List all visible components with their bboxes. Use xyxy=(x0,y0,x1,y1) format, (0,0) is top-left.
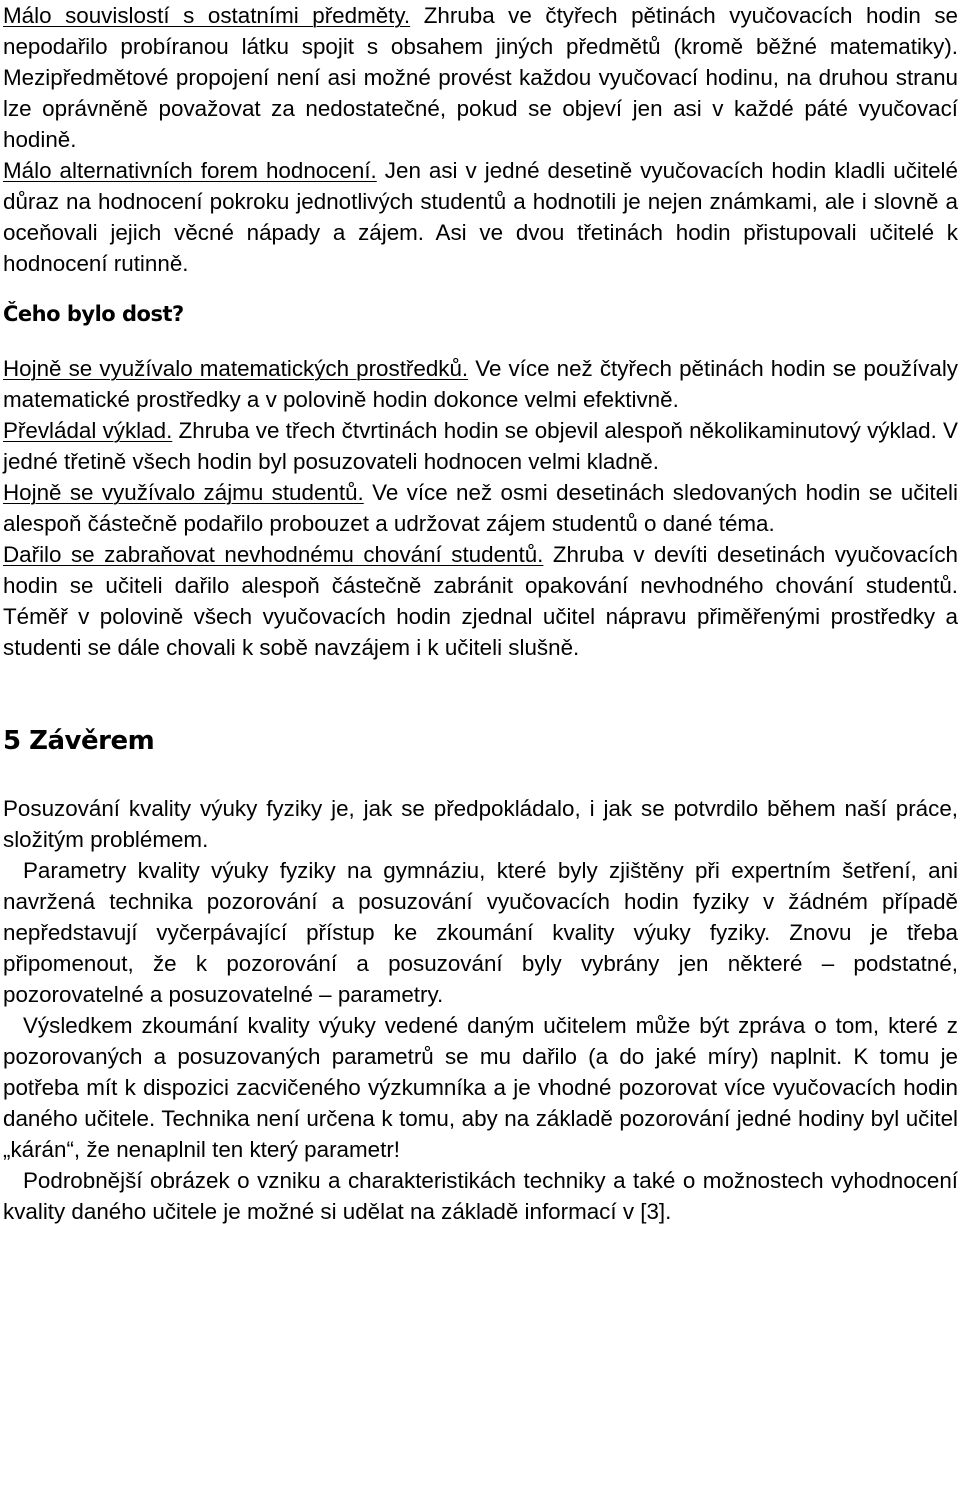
paragraph-text: Zhruba v devíti desetinách vyučovacích hodin se učiteli dařilo alespoň částečně zabránit opakování nevhodného chování studentů. Téměř v polovině všech vyučovacích hodin zjednal učitel nápravu přiměřenými prostředky a studenti se dále chovali k sobě navzájem i k učiteli slušně. xyxy=(3,542,959,660)
paragraph-few-assessment-forms xyxy=(3,155,958,279)
paragraph-math-tools xyxy=(3,353,958,415)
paragraph-lead: Převládal výklad. xyxy=(3,418,173,443)
paragraph-lead: Hojně se využívalo zájmu studentů. xyxy=(3,480,364,505)
paragraph-text: Jen asi v jedné desetině vyučovacích hodin kladli učitelé důraz na hodnocení pokroku jednotlivých studentů a hodnotili je nejen známkami, ale i slovně a oceňovali jejich věcné nápady a zájem. Asi ve dvou třetinách hodin přistupovali učitelé k hodnocení rutinně. xyxy=(3,158,958,276)
paragraph-behaviour xyxy=(3,539,958,663)
paragraph-text: Ve více než čtyřech pětinách hodin se používaly matematické prostředky a v polovině hodin dokonce velmi efektivně. xyxy=(3,356,959,412)
paragraph-student-interest xyxy=(3,477,958,539)
paragraph-lead: Hojně se využívalo matematických prostředků. xyxy=(3,356,469,381)
paragraph-text: Zhruba ve čtyřech pětinách vyučovacích hodin se nepodařilo probíranou látku spojit s obsahem jiných předmětů (kromě běžné matematiky). Mezipředmětové propojení není asi možné provést každou vyučovací hodinu, na druhou stranu lze oprávněně považovat za nedostatečné, pokud se objeví jen asi v každé páté vyučovací hodině. xyxy=(3,3,958,152)
document-page xyxy=(3,0,958,1227)
paragraph-few-connections xyxy=(3,0,958,155)
paragraph-text: Ve více než osmi desetinách sledovaných hodin se učiteli alespoň částečně podařilo probouzet a udržovat zájem studentů o dané téma. xyxy=(3,480,959,536)
paragraph-lead: Málo alternativních forem hodnocení. xyxy=(3,158,377,183)
conclusion-paragraph: Výsledkem zkoumání kvality výuky vedené daným učitelem může být zpráva o tom, které z pozorovaných a posuzovaných parametrů se mu dařilo (a do jaké míry) naplnit. K tomu je potřeba mít k dispozici zacvičeného výzkumníka a je vhodné pozorovat více vyučovacích hodin daného učitele. Technika není určena k tomu, aby na základě pozorování jedné hodiny byl učitel „kárán“, že nenaplnil ten který parametr! xyxy=(3,1013,958,1162)
paragraph-lecture xyxy=(3,415,958,477)
conclusion-paragraph: Posuzování kvality výuky fyziky je, jak se předpokládalo, i jak se potvrdilo během naší práce, složitým problémem. xyxy=(3,796,958,852)
conclusion-paragraph: Podrobnější obrázek o vzniku a charakteristikách techniky a také o možnostech vyhodnocení kvality daného učitele je možné si udělat na základě informací v [3]. xyxy=(3,1168,958,1224)
paragraph-lead: Dařilo se zabraňovat nevhodnému chování studentů. xyxy=(3,542,544,567)
section-heading-conclusion: 5 Závěrem xyxy=(3,726,155,756)
section-heading-enough: Čeho bylo dost? xyxy=(3,302,184,326)
paragraph-text: Zhruba ve třech čtvrtinách hodin se objevil alespoň několikaminutový výklad. V jedné třetině všech hodin byl posuzovateli hodnocen velmi kladně. xyxy=(3,418,958,474)
paragraph-lead: Málo souvislostí s ostatními předměty. xyxy=(3,3,411,28)
conclusion-paragraph: Parametry kvality výuky fyziky na gymnáziu, které byly zjištěny při expertním šetření, ani navržená technika pozorování a posuzování vyučovacích hodin fyziky v žádném případě nepředstavují vyčerpávající přístup ke zkoumání kvality výuky fyziky. Znovu je třeba připomenout, že k pozorování a posuzování byly vybrány jen některé – podstatné, pozorovatelné a posuzovatelné – parametry. xyxy=(3,858,958,1007)
